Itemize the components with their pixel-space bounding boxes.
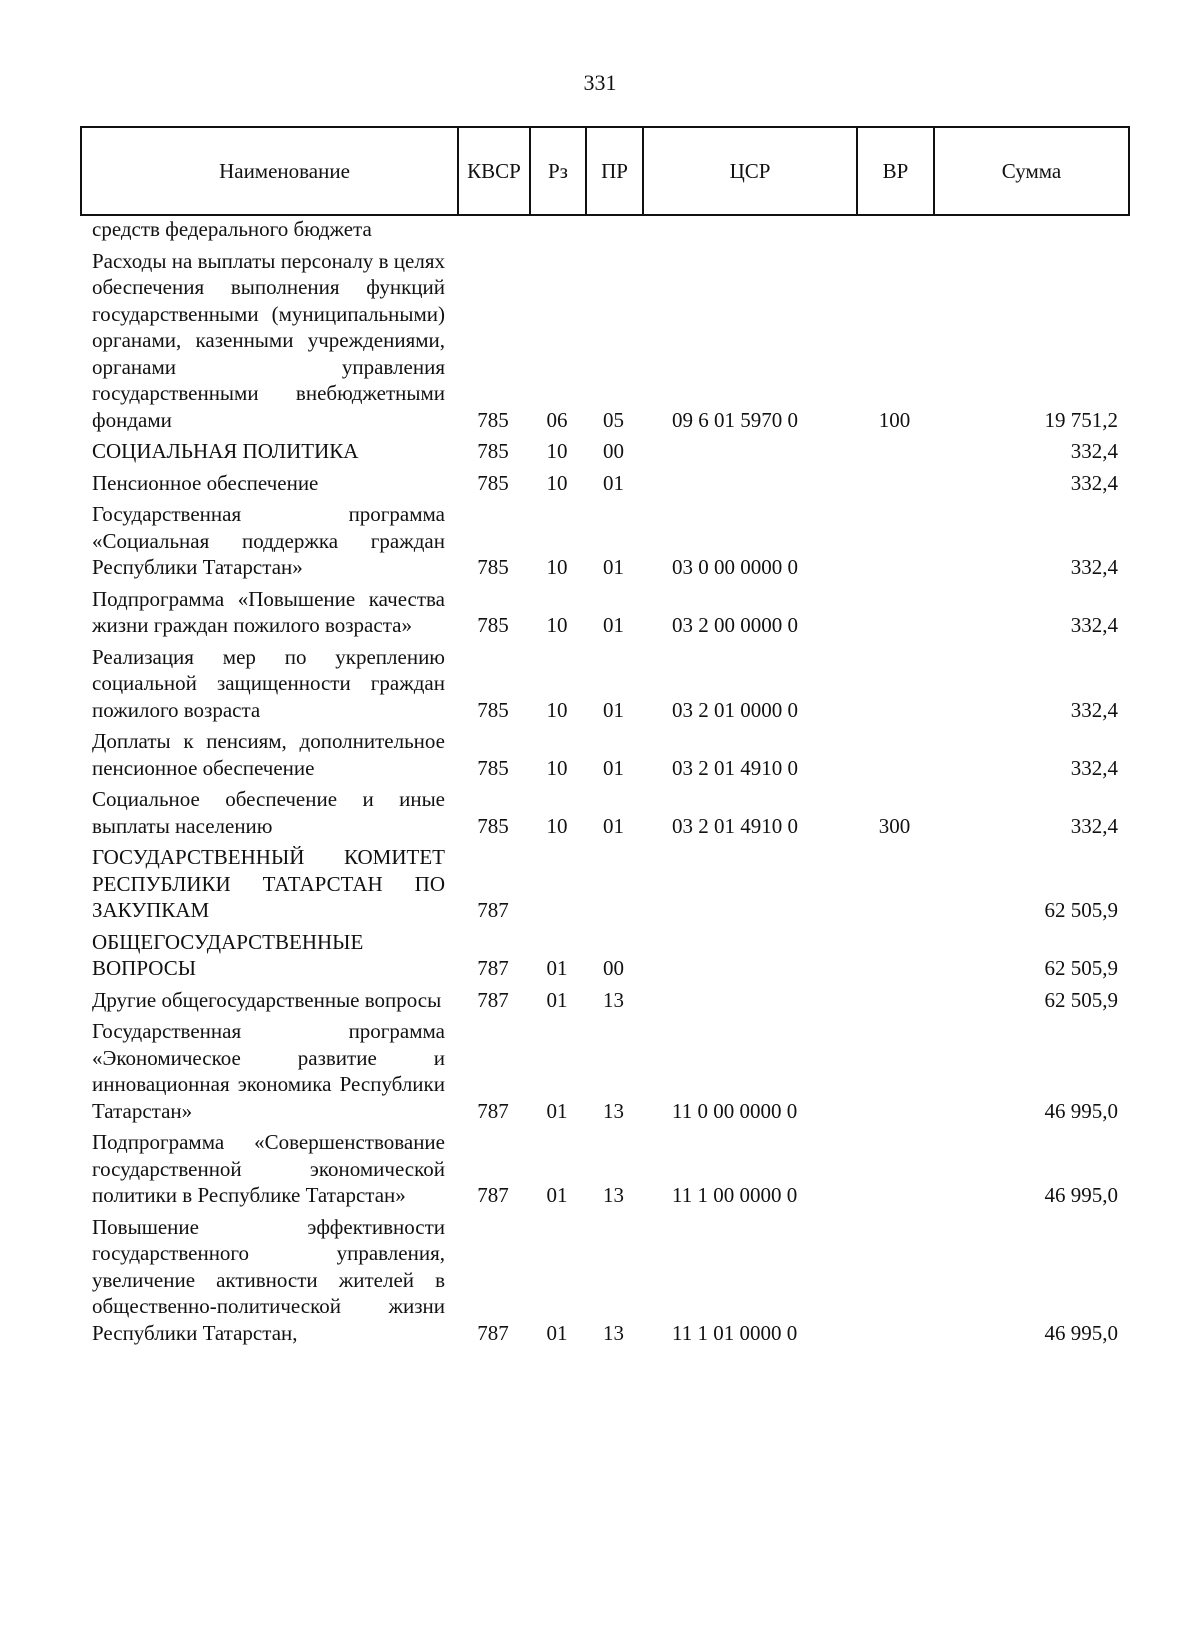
row-pr: 00 [603, 956, 624, 980]
page-number: 331 [583, 70, 617, 95]
table-row [80, 929, 1130, 982]
row-name: Повышение эффективности государственного управления, увеличение активности жителей в общественно-политической жизни Республики Татарстан, [92, 1214, 445, 1345]
row-kvsr: 787 [477, 956, 509, 980]
row-pr: 01 [603, 470, 624, 495]
row-rz: 10 [546, 755, 568, 780]
header-pr: ПР [587, 128, 644, 214]
row-csr: 11 0 00 0000 0 [672, 1098, 798, 1123]
row-name: Пенсионное обеспечение [92, 470, 319, 495]
row-kvsr: 785 [477, 407, 509, 432]
row-pr: 01 [603, 555, 624, 579]
header-rz: Рз [531, 128, 587, 214]
row-pr: 01 [603, 755, 624, 780]
row-pr: 05 [603, 407, 624, 432]
row-vr: 300 [878, 813, 911, 838]
row-csr: 03 0 00 0000 0 [672, 555, 798, 579]
row-csr: 11 1 00 0000 0 [672, 1183, 798, 1207]
row-kvsr: 787 [477, 1183, 509, 1207]
row-rz: 01 [546, 1183, 568, 1207]
row-name: Подпрограмма «Повышение качества жизни граждан пожилого возраста» [92, 586, 445, 637]
table-row [80, 987, 1130, 1014]
row-kvsr: 785 [477, 813, 509, 838]
row-pr: 00 [603, 439, 624, 463]
table-row [80, 216, 1130, 243]
row-rz: 10 [546, 613, 568, 637]
row-kvsr: 785 [477, 697, 509, 722]
table-body [80, 216, 1130, 1351]
row-pr: 13 [603, 1183, 624, 1207]
table-row [80, 586, 1130, 639]
row-name: ОБЩЕГОСУДАРСТВЕННЫЕ ВОПРОСЫ [92, 929, 364, 980]
row-name: ГОСУДАРСТВЕННЫЙ КОМИТЕТ РЕСПУБЛИКИ ТАТАРСТАН ПО ЗАКУПКАМ [92, 845, 445, 922]
row-name: средств федерального бюджета [92, 217, 372, 241]
row-csr: 09 6 01 5970 0 [672, 407, 798, 432]
row-sum: 332,4 [1070, 813, 1118, 838]
row-sum: 46 995,0 [1044, 1098, 1118, 1123]
row-name: Расходы на выплаты персоналу в целях обеспечения выполнения функций государственными (муниципальными) органами, казенными учреждениями, органами управления государственными внебюджетными фондами [92, 248, 445, 432]
row-name: Подпрограмма «Совершенствование государственной экономической политики в Республике Татарстан» [92, 1130, 445, 1207]
row-csr: 03 2 01 4910 0 [672, 755, 798, 780]
row-sum: 46 995,0 [1044, 1320, 1118, 1345]
table-row [80, 1129, 1130, 1209]
row-pr: 01 [603, 813, 624, 838]
row-sum: 46 995,0 [1044, 1183, 1118, 1207]
row-name: Другие общегосударственные вопросы [92, 987, 442, 1012]
table-header [80, 126, 1130, 216]
row-csr: 11 1 01 0000 0 [672, 1320, 798, 1345]
row-sum: 332,4 [1070, 613, 1118, 637]
row-rz: 10 [546, 813, 568, 838]
row-rz: 01 [546, 987, 568, 1012]
row-vr: 100 [878, 407, 911, 432]
row-kvsr: 785 [477, 470, 509, 495]
row-sum: 62 505,9 [1044, 987, 1118, 1012]
row-name: Социальное обеспечение и иные выплаты населению [92, 787, 445, 838]
row-rz: 10 [546, 555, 568, 579]
row-pr: 13 [603, 987, 624, 1012]
row-pr: 13 [603, 1098, 624, 1123]
row-kvsr: 785 [477, 555, 509, 579]
table-row [80, 1214, 1130, 1347]
table-row [80, 501, 1130, 581]
row-rz: 10 [546, 697, 568, 722]
row-name: Государственная программа «Экономическое развитие и инновационная экономика Республики Татарстан» [92, 1019, 445, 1123]
row-rz: 01 [546, 1098, 568, 1123]
row-sum: 332,4 [1070, 555, 1118, 579]
row-pr: 01 [603, 697, 624, 722]
table-row [80, 470, 1130, 497]
row-rz: 06 [546, 407, 568, 432]
table-row [80, 786, 1130, 839]
row-kvsr: 787 [477, 898, 509, 922]
row-csr: 03 2 01 0000 0 [672, 697, 798, 722]
table-row [80, 438, 1130, 465]
row-kvsr: 785 [477, 755, 509, 780]
header-name: Наименование [82, 128, 459, 214]
row-name: Государственная программа «Социальная поддержка граждан Республики Татарстан» [92, 502, 445, 579]
row-rz: 10 [546, 470, 568, 495]
row-kvsr: 787 [477, 1320, 509, 1345]
row-rz: 01 [546, 1320, 568, 1345]
row-sum: 332,4 [1070, 697, 1118, 722]
row-kvsr: 787 [477, 987, 509, 1012]
row-csr: 03 2 01 4910 0 [672, 813, 798, 838]
row-pr: 01 [603, 613, 624, 637]
row-name: Реализация мер по укреплению социальной защищенности граждан пожилого возраста [92, 644, 445, 722]
row-kvsr: 785 [477, 439, 509, 463]
row-sum: 332,4 [1070, 755, 1118, 780]
table-row [80, 844, 1130, 924]
header-csr: ЦСР [644, 128, 858, 214]
row-sum: 332,4 [1070, 470, 1118, 495]
table-row [80, 728, 1130, 781]
table-row [80, 248, 1130, 434]
table-row [80, 644, 1130, 724]
header-sum: Сумма [1001, 158, 1062, 183]
row-name: СОЦИАЛЬНАЯ ПОЛИТИКА [92, 439, 359, 463]
row-sum: 62 505,9 [1044, 956, 1118, 980]
row-sum: 332,4 [1070, 439, 1118, 463]
row-kvsr: 787 [477, 1098, 509, 1123]
row-pr: 13 [603, 1320, 624, 1345]
row-csr: 03 2 00 0000 0 [672, 613, 798, 637]
row-kvsr: 785 [477, 613, 509, 637]
header-kvsr: КВСР [459, 128, 531, 214]
row-rz: 10 [546, 439, 568, 463]
row-name: Доплаты к пенсиям, дополнительное пенсионное обеспечение [92, 729, 445, 780]
header-vr: ВР [858, 128, 935, 214]
row-sum: 62 505,9 [1044, 898, 1118, 922]
row-rz: 01 [546, 956, 568, 980]
row-sum: 19 751,2 [1044, 407, 1118, 432]
table-row [80, 1018, 1130, 1124]
